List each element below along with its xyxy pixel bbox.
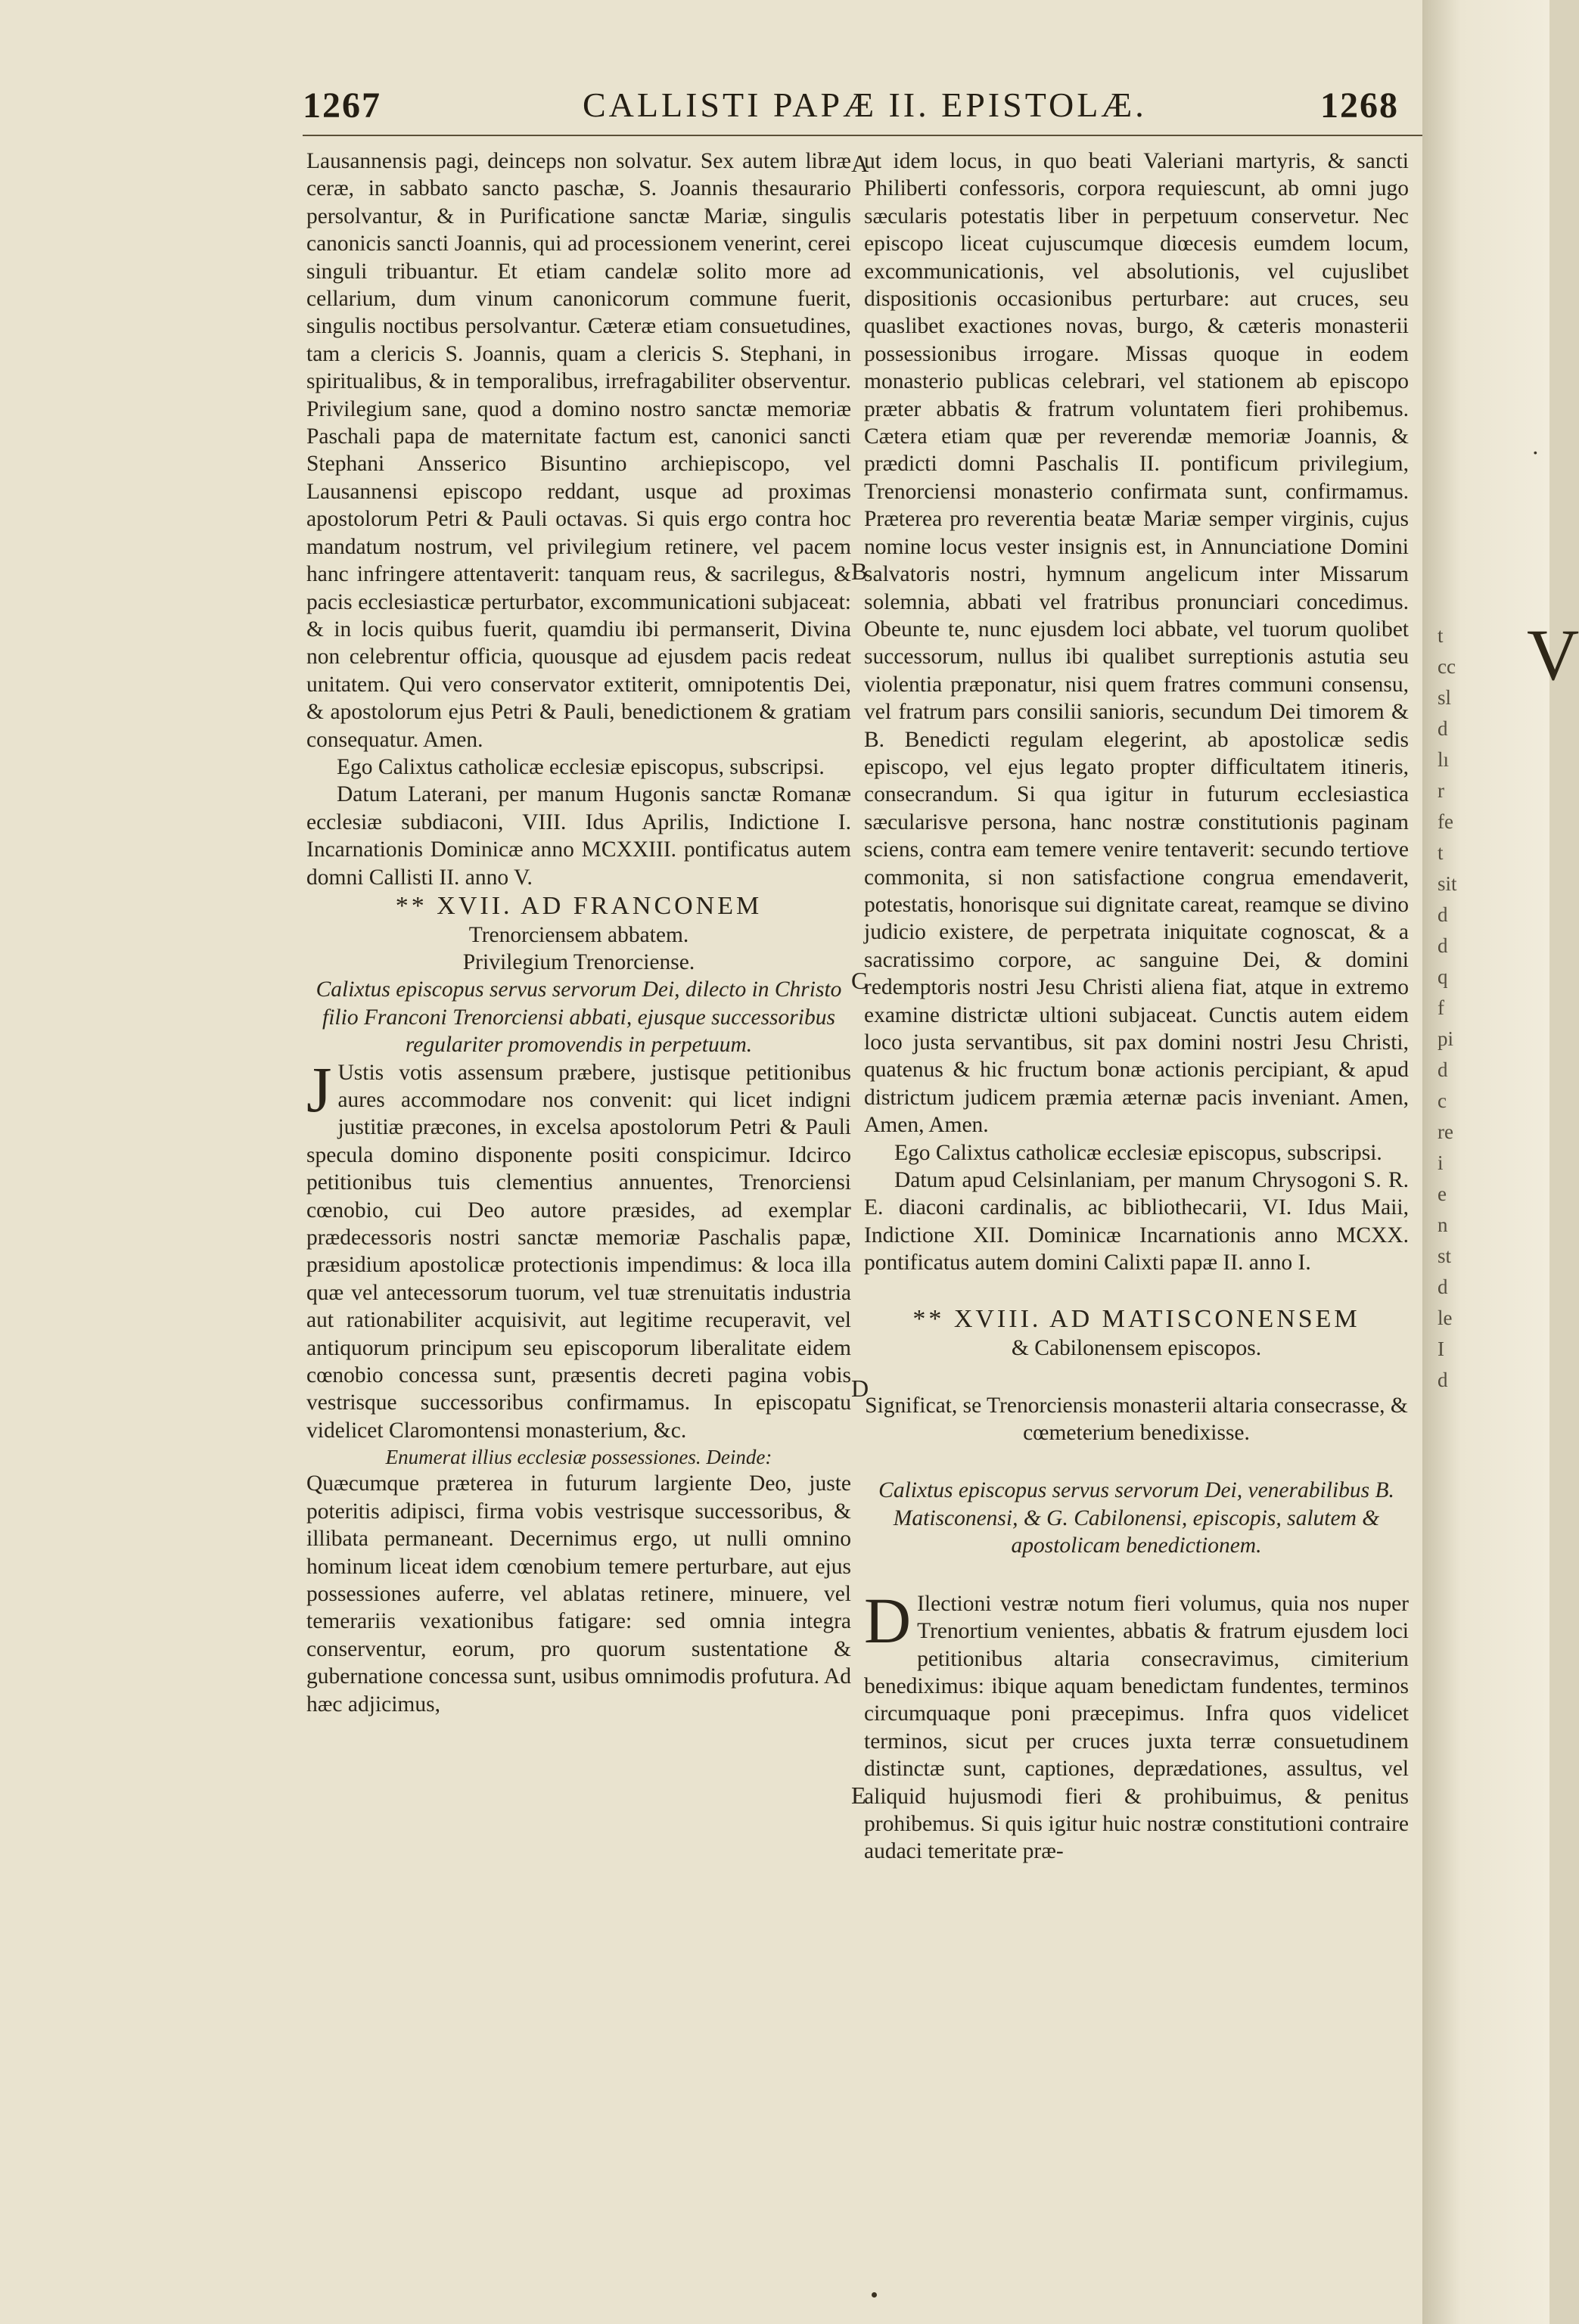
- left-continuation-text: Lausannensis pagi, deinceps non solvatur. Sex autem libræ ceræ, in sabbato sancto paschæ, S. Joannis thesaurario persolvantur, & in Purificatione sanctæ Mariæ, singulis canonicis sancti Joannis, qui ad processionem venerint, cerei singuli tribuantur. Et etiam candelæ solito more ad cellarium, dum vinum canonicorum commune fuerit, singulis noctibus persolvantur. Cæteræ etiam consuetudines, tam a clericis S. Joannis, quam a clericis S. Stephani, in spiritualibus, & in temporalibus, irrefragabiliter observentur. Privilegium sane, quod a domino nostro sanctæ memoriæ Paschali papa de maternitate factum est, canonici sancti Stephani Ansserico Bisuntino archiepiscopo, vel Lausannensi episcopo reddant, usque ad proximas apostolorum Petri & Pauli octavas. Si quis ergo contra hoc mandatum nostrum, vel privilegium retinere, vel pacem hanc infringere attentaverit: tanquam reus, & sacrilegus, & pacis ecclesiasticæ perturbator, excommunicationi subjaceat: & in locis quibus fuerit, quamdiu ibi permanserit, Divina non celebrentur officia, quousque ad ejusdem pacis redeat unitatem. Qui vero conservator extiterit, omnipotentis Dei, & apostolorum ejus Petri & Pauli, benedictionem & gratiam consequatur. Amen.: [306, 149, 851, 752]
- margin-letter-b: B: [851, 558, 868, 585]
- header-rule: [303, 135, 1422, 136]
- running-title: CALLISTI PAPÆ II. EPISTOLÆ.: [583, 85, 1147, 124]
- section-xviii-subtitle: & Cabilonensem episcopos.: [1011, 1335, 1262, 1360]
- right-column: [864, 148, 1409, 1866]
- right-datum: Datum apud Celsinlaniam, per manum Chrysogoni S. R. E. diaconi cardinalis, ac bibliothecarii, VI. Idus Maii, Indictione XII. Dominicæ Incarnationis anno MCXX. pontificatus autem domini Calixti papæ II. anno I.: [864, 1168, 1409, 1275]
- margin-letter-e: E: [851, 1782, 866, 1809]
- right-salutation: Calixtus episcopus servus servorum Dei, venerabilibus B. Matisconensi, & G. Cabilonensi, episcopis, salutem & apostolicam benedictionem.: [878, 1478, 1394, 1558]
- section-xvii-subtitle: Trenorciensem abbatem.: [468, 922, 689, 947]
- left-editorial-note: Enumerat illius ecclesiæ possessiones. Deinde:: [385, 1446, 772, 1469]
- left-body-continued: Quæcumque præterea in futurum largiente Deo, juste poteritis adipisci, firma vobis vestrisque successoribus, & illibata permaneant. Decernimus ergo, ut nulli omnino hominum liceat idem cœnobium temere perturbare, aut ejus possessiones auferre, vel ablatas retinere, minuere, vel temerariis vexationibus fatigare: sed omnia integra conserventur, eorum, pro quorum sustentatione & gubernatione concessa sunt, usibus omnimodis profutura. Ad hæc adjicimus,: [306, 1471, 851, 1717]
- left-datum: Datum Laterani, per manum Hugonis sanctæ Romanæ ecclesiæ subdiaconi, VIII. Idus Aprilis, Indictione I. Incarnationis Dominicæ anno MCXXIII. pontificatus autem domni Callisti II. anno V.: [306, 782, 851, 890]
- left-subscription: Ego Calixtus catholicæ ecclesiæ episcopus, subscripsi.: [337, 754, 825, 779]
- section-xvii-title: ** XVII. AD FRANCONEM: [395, 891, 763, 920]
- right-subscription: Ego Calixtus catholicæ ecclesiæ episcopus, subscripsi.: [894, 1140, 1382, 1165]
- margin-letter-a: A: [851, 150, 869, 177]
- section-xviii-title: ** XVIII. AD MATISCONENSEM: [912, 1304, 1360, 1333]
- privilegium-heading: Privilegium Trenorciense.: [462, 949, 695, 974]
- adjacent-page-fragments: t cc sl d lı r fe t sit d d q f pi d c re i e n st d le I d: [1438, 624, 1457, 1391]
- adjacent-page-initial: V: [1527, 614, 1579, 695]
- right-continuation-text: ut idem locus, in quo beati Valeriani martyris, & sancti Philiberti confessoris, corpora requiescunt, ab omni jugo sæcularis potestatis liber in perpetuum conservetur. Nec episcopo liceat cujuscumque diœcesis eumdem locum, excommunicationis, vel absolutionis, vel cujuslibet dispositionis occasionibus perturbare: aut cruces, seu quaslibet exactiones novas, burgo, & cæteris monasterii possessionibus irrogare. Missas quoque in eodem monasterio publicas celebrari, vel stationem ab episcopo præter abbatis & fratrum voluntatem fieri prohibemus. Cætera etiam quæ per reverendæ memoriæ Joannis, & prædicti domni Paschalis II. pontificum privilegium, Trenorciensi monasterio confirmata sunt, confirmamus. Præterea pro reverentia beatæ Mariæ semper virginis, cujus nomine locus vester insignis est, in Annunciatione Domini salvatoris nostri, hymnum angelicum inter Missarum solemnia, abbati vel fratribus pronunciari concedimus. Obeunte te, nunc ejusdem loci abbate, vel tuorum quolibet successorum, nullus ibi qualibet surreptionis astutia seu violentia præponatur, nisi quem fratres communi consensu, vel fratrum pars consilii sanioris, secundum Dei timorem & B. Benedicti regulam elegerint, ab apostolicæ sedis episcopo, vel ejus legato propter difficultatem itineris, consecrandum. Si qua igitur in futurum ecclesiastica sæcularisve persona, hanc nostræ constitutionis paginam sciens, contra eam temere venire tentaverit: secundo tertiove commonita, si non satisfactione congrua emendaverit, potestatis, honorisque sui dignitate careat, reamque se divino judicio existere, de perpetrata iniquitate cognoscat, & a sacratissimo corpore, ac sanguine Dei, & domini redemptoris nostri Jesu Christi aliena fiat, atque in extremo examine districtæ ultioni subjaceat. Cunctis autem eidem loco justa servantibus, sit pax domini nostri Jesu Christi, quatenus & hic fructum bonæ actionis percipiant, & apud districtum judicem præmia æternæ pacis inveniant. Amen, Amen, Amen.: [864, 149, 1409, 1138]
- left-salutation: Calixtus episcopus servus servorum Dei, dilecto in Christo filio Franconi Trenorciensi abbati, ejusque successoribus regulariter promovendis in perpetuum.: [315, 977, 842, 1058]
- page-number-left: 1267: [303, 85, 381, 126]
- left-body-text: JUstis votis assensum præbere, justisque petitionibus aures accommodare nos convenit: qui licet indigni justitiæ præcones, in excelsa apostolorum Petri & Pauli specula domino disponente positi conspicimur. Idcirco petitionibus tuis clementius annuentes, Trenorciensi cœnobio, cui Deo autore præsides, ad exemplar prædecessoris nostri sanctæ memoriæ Paschalis papæ, præsidium apostolicæ protectionis impendimus: & loca illa quæ vel antecessorum tuorum, vel tuæ strenuitatis industria aut rationabiliter acquisivit, aut legitime recuperavit, vel antiquorum principum seu episcoporum liberalitate eidem cœnobio concessa sunt, præsentis decreti pagina vobis vestrisque successoribus confirmamus. In episcopatu videlicet Claromontensi monasterium, &c.: [306, 1052, 851, 1443]
- margin-letter-d: D: [851, 1375, 869, 1402]
- margin-letter-c: C: [851, 967, 868, 994]
- section-xviii-summary: Significat, se Trenorciensis monasterii altaria consecrasse, & cœmeterium benedixisse.: [865, 1393, 1408, 1446]
- right-body-text: DIlectioni vestræ notum fieri volumus, quia nos nuper Trenortium venientes, abbatis & fratrum ejusdem loci petitionibus altaria consecravimus, cimiterium benediximus: ibique aquam benedictam fundentes, terminos circumquaque poni præcepimus. Infra quos videlicet terminos, sicut per cruces juxta terræ consuetudinem distinctæ sunt, captiones, deprædationes, assultus, vel aliquid hujusmodi fieri & prohibuimus, & penitus prohibemus. Si quis igitur huic nostræ constitutioni contraire audaci temeritate præ-: [864, 1583, 1409, 1864]
- bottom-dot: [872, 2292, 877, 2298]
- adjacent-page-mark: ·: [1531, 439, 1540, 466]
- page-number-right: 1268: [1320, 85, 1399, 126]
- left-column: [306, 148, 851, 1718]
